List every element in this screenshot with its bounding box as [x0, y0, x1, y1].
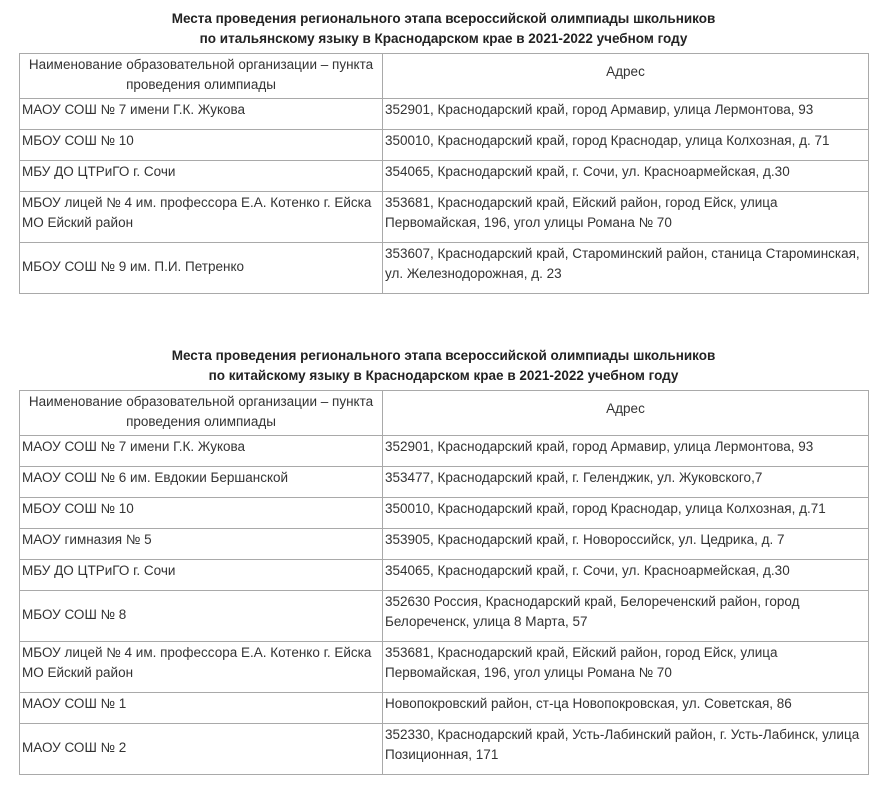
table-header-row [20, 391, 869, 436]
table-row [20, 560, 869, 591]
column-header-address: Адрес [383, 391, 869, 436]
cell-name: МБУ ДО ЦТРиГО г. Сочи [20, 560, 383, 591]
column-header-name: Наименование образовательной организации – пункта проведения олимпиады [20, 391, 383, 436]
cell-address: 354065, Краснодарский край, г. Сочи, ул. Красноармейская, д.30 [383, 161, 869, 192]
section-title [19, 9, 868, 49]
cell-address: 354065, Краснодарский край, г. Сочи, ул. Красноармейская, д.30 [383, 560, 869, 591]
table-row [20, 192, 869, 243]
table-row [20, 99, 869, 130]
section-title-line2: по итальянскому языку в Краснодарском крае в 2021-2022 учебном году [199, 31, 688, 46]
cell-name: МАОУ СОШ № 2 [20, 724, 383, 775]
cell-name: МБОУ СОШ № 8 [20, 591, 383, 642]
section-title-line1: Места проведения регионального этапа всероссийской олимпиады школьников [171, 11, 716, 26]
table-row [20, 642, 869, 693]
table-row [20, 130, 869, 161]
section-title-line2: по китайскому языку в Краснодарском крае в 2021-2022 учебном году [208, 368, 679, 383]
cell-address: 353607, Краснодарский край, Староминский район, станица Староминская, ул. Железнодорожная, д. 23 [383, 243, 869, 294]
cell-name: МАОУ СОШ № 7 имени Г.К. Жукова [20, 436, 383, 467]
venues-table [19, 53, 869, 294]
cell-address: 350010, Краснодарский край, город Краснодар, улица Колхозная, д. 71 [383, 130, 869, 161]
cell-address: 350010, Краснодарский край, город Краснодар, улица Колхозная, д.71 [383, 498, 869, 529]
table-header-row [20, 54, 869, 99]
column-header-name: Наименование образовательной организации – пункта проведения олимпиады [20, 54, 383, 99]
section-italian [19, 9, 868, 294]
table-row [20, 467, 869, 498]
table-row [20, 591, 869, 642]
cell-name: МАОУ гимназия № 5 [20, 529, 383, 560]
cell-name: МБОУ СОШ № 10 [20, 498, 383, 529]
section-chinese [19, 346, 868, 775]
cell-name: МБУ ДО ЦТРиГО г. Сочи [20, 161, 383, 192]
cell-name: МБОУ СОШ № 9 им. П.И. Петренко [20, 243, 383, 294]
cell-address: 353477, Краснодарский край, г. Геленджик, ул. Жуковского,7 [383, 467, 869, 498]
cell-name: МАОУ СОШ № 7 имени Г.К. Жукова [20, 99, 383, 130]
cell-name: МБОУ лицей № 4 им. профессора Е.А. Котенко г. Ейска МО Ейский район [20, 192, 383, 243]
table-row [20, 436, 869, 467]
cell-address: 353681, Краснодарский край, Ейский район, город Ейск, улица Первомайская, 196, угол улицы Романа № 70 [383, 642, 869, 693]
cell-name: МБОУ СОШ № 10 [20, 130, 383, 161]
table-row [20, 693, 869, 724]
venues-table [19, 390, 869, 775]
table-row [20, 243, 869, 294]
table-row [20, 498, 869, 529]
cell-name: МАОУ СОШ № 1 [20, 693, 383, 724]
cell-address: 353905, Краснодарский край, г. Новороссийск, ул. Цедрика, д. 7 [383, 529, 869, 560]
table-row [20, 529, 869, 560]
cell-address: Новопокровский район, ст-ца Новопокровская, ул. Советская, 86 [383, 693, 869, 724]
table-row [20, 724, 869, 775]
section-title-line1: Места проведения регионального этапа всероссийской олимпиады школьников [171, 348, 716, 363]
cell-address: 352630 Россия, Краснодарский край, Белореченский район, город Белореченск, улица 8 Марта, 57 [383, 591, 869, 642]
table-row [20, 161, 869, 192]
cell-address: 352901, Краснодарский край, город Армавир, улица Лермонтова, 93 [383, 436, 869, 467]
cell-name: МБОУ лицей № 4 им. профессора Е.А. Котенко г. Ейска МО Ейский район [20, 642, 383, 693]
cell-address: 352901, Краснодарский край, город Армавир, улица Лермонтова, 93 [383, 99, 869, 130]
column-header-address: Адрес [383, 54, 869, 99]
cell-address: 353681, Краснодарский край, Ейский район, город Ейск, улица Первомайская, 196, угол улицы Романа № 70 [383, 192, 869, 243]
cell-address: 352330, Краснодарский край, Усть-Лабинский район, г. Усть-Лабинск, улица Позиционная, 171 [383, 724, 869, 775]
cell-name: МАОУ СОШ № 6 им. Евдокии Бершанской [20, 467, 383, 498]
section-title [19, 346, 868, 386]
